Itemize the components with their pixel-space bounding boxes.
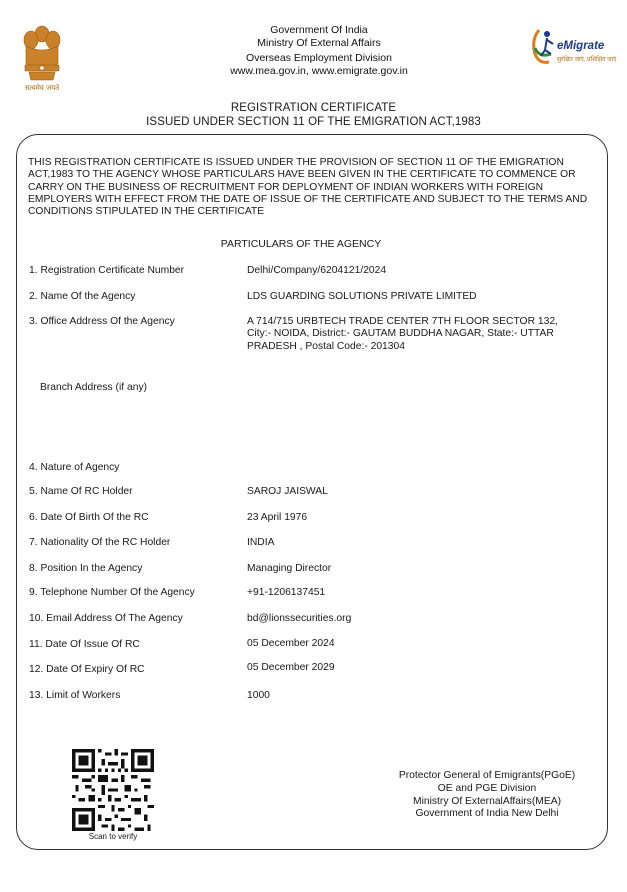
- value-email: bd@lionssecurities.org: [247, 613, 352, 624]
- label-branch-address: Branch Address (if any): [40, 382, 148, 393]
- value-date-of-issue: 05 December 2024: [247, 638, 335, 649]
- label-telephone: 9. Telephone Number Of the Agency: [29, 587, 195, 598]
- header-government: Government Of India: [270, 24, 368, 36]
- signatory-government: Government of India New Delhi: [415, 808, 559, 820]
- header-block: [160, 24, 478, 77]
- label-nationality: 7. Nationality Of the RC Holder: [29, 537, 171, 548]
- label-rc-holder: 5. Name Of RC Holder: [29, 486, 133, 497]
- signatory-division: OE and PGE Division: [437, 782, 537, 794]
- emigrate-logo-tagline: सुरक्षित जाएं, प्रशिक्षित जाएं: [557, 57, 617, 63]
- value-limit-of-workers: 1000: [247, 690, 270, 701]
- header-ministry: Ministry Of External Affairs: [257, 36, 381, 49]
- value-rc-number: Delhi/Company/6204121/2024: [247, 265, 387, 276]
- signatory-ministry: Ministry Of ExternalAffairs(MEA): [413, 795, 561, 807]
- certificate-title-line1: REGISTRATION CERTIFICATE: [230, 102, 397, 114]
- emigrate-logo-name: eMigrate: [557, 40, 605, 52]
- qr-code-icon[interactable]: [72, 749, 154, 831]
- certificate-title-line2: ISSUED UNDER SECTION 11 OF THE EMIGRATION ACT,1983: [146, 115, 481, 128]
- label-date-of-birth: 6. Date Of Birth Of the RC: [29, 512, 149, 523]
- value-rc-holder: SAROJ JAISWAL: [247, 486, 328, 497]
- label-limit-of-workers: 13. Limit of Workers: [29, 690, 121, 701]
- value-agency-name: LDS GUARDING SOLUTIONS PRIVATE LIMITED: [247, 291, 477, 302]
- label-agency-name: 2. Name Of the Agency: [29, 291, 136, 302]
- header-websites: www.mea.gov.in, www.emigrate.gov.in: [230, 64, 408, 77]
- header-division: Overseas Employment Division: [246, 52, 392, 64]
- value-nationality: INDIA: [247, 537, 275, 548]
- label-office-address: 3. Office Address Of the Agency: [29, 316, 175, 327]
- label-rc-number: 1. Registration Certificate Number: [29, 265, 185, 276]
- label-email: 10. Email Address Of The Agency: [29, 613, 183, 624]
- value-position: Managing Director: [247, 563, 332, 574]
- value-date-of-birth: 23 April 1976: [247, 512, 308, 523]
- label-date-of-issue: 11. Date Of Issue Of RC: [29, 639, 140, 650]
- signatory-block: [380, 770, 594, 821]
- qr-caption: Scan to verify: [88, 832, 138, 841]
- label-date-of-expiry: 12. Date Of Expiry Of RC: [29, 664, 145, 675]
- signatory-title: Protector General of Emigrants(PGoE): [398, 770, 576, 781]
- value-telephone: +91-1206137451: [247, 587, 326, 598]
- label-nature-of-agency: 4. Nature of Agency: [29, 462, 120, 473]
- preamble-text: THIS REGISTRATION CERTIFICATE IS ISSUED UNDER THE PROVISION OF SECTION 11 OF THE EMIGRATION ACT,1983 TO THE AGENCY WHOSE PARTICULARS HAVE BEEN GIVEN IN THE CERTIFICATE TO COMMENCE OR CARRY ON THE BUSINESS OF RECRUITMENT FOR DEPLOYMENT OF INDIAN WORKERS WITH FOREIGN EMPLOYERS WITH EFFECT FROM THE DATE OF ISSUE OF THE CERTIFICATE AND SUBJECT TO THE TERMS AND CONDITIONS STIPULATED IN THE CERTIFICATE: [28, 157, 588, 218]
- label-position: 8. Position In the Agency: [29, 563, 143, 574]
- value-date-of-expiry: 05 December 2029: [247, 662, 335, 673]
- emblem-motto: सत्यमेव जयते: [24, 84, 60, 92]
- certificate-title: [0, 102, 627, 129]
- particulars-heading: PARTICULARS OF THE AGENCY: [220, 238, 382, 250]
- value-office-address: A 714/715 URBTECH TRADE CENTER 7TH FLOOR SECTOR 132, City:- NOIDA, District:- GAUTAM BUDDHA NAGAR, State:- UTTAR PRADESH , Postal Code:- 201304: [247, 316, 558, 352]
